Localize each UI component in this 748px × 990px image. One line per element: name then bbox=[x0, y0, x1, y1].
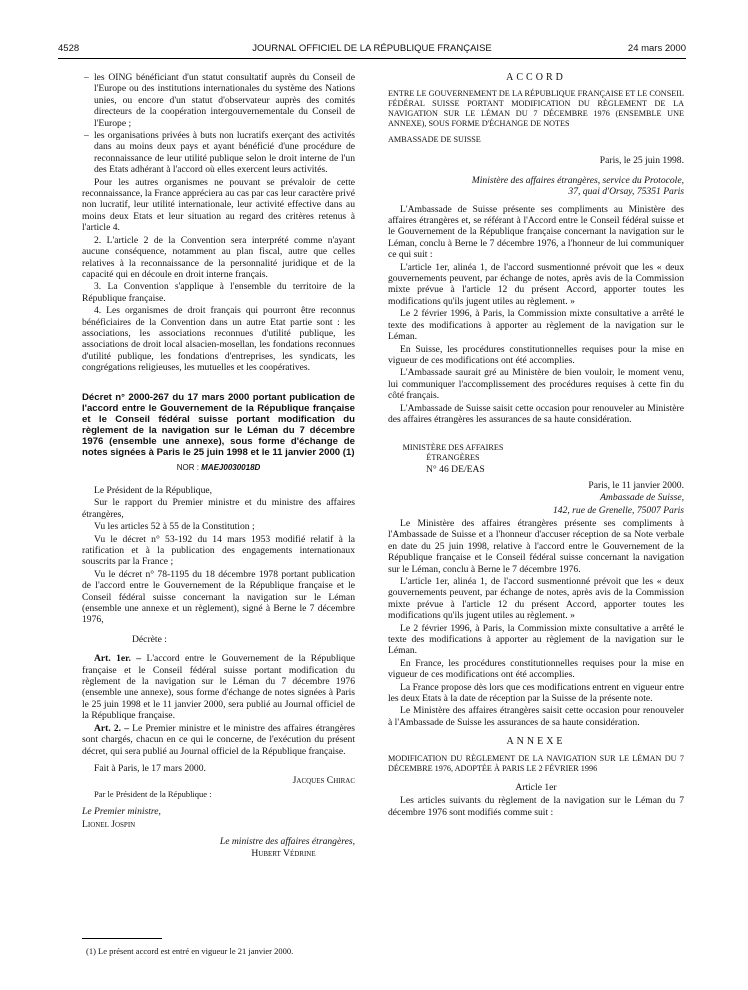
note2-date: Paris, le 11 janvier 2000. bbox=[588, 479, 684, 491]
footnote: (1) Le présent accord est entré en vigueur le 21 janvier 2000. bbox=[86, 946, 294, 956]
article-1 bbox=[82, 653, 355, 721]
article-1-heading: Article 1er bbox=[515, 781, 557, 793]
signature-vedrine: Hubert Védrine bbox=[251, 848, 316, 860]
article-1-label: Art. 1er. – bbox=[94, 653, 142, 665]
paragraph: Le Ministère des affaires étrangères saisit cette occasion pour renouveler à l'Ambassade de Suisse les assurances de sa haute considération. bbox=[388, 705, 684, 728]
accord-heading: ACCORD bbox=[506, 72, 566, 83]
decrete: Décrète : bbox=[132, 633, 167, 645]
nor-code: MAEJ0030018D bbox=[201, 462, 261, 472]
bullet-oing: – les OING bénéficiant d'un statut consultatif auprès du Conseil de l'Europe ou des institutions internationales du système des Nations unies, ou encore d'un statut d'observateur auprès des comités directeurs de la coopération intergouvernementale du Conseil de l'Europe ; bbox=[82, 72, 355, 129]
paragraph: L'article 1er, alinéa 1, de l'accord susmentionné prévoit que les « deux gouvernements peuvent, par échange de notes, après avis de la Commission mixte prévue à l'article 12 du présent Accord, apporter toutes les modifications qu'ils jugent utiles au règlement. » bbox=[388, 261, 684, 307]
article-2-text: Le Premier ministre et le ministre des affaires étrangères sont chargés, chacun en ce qui le concerne, de l'exécution du présent décret, qui sera publié au Journal officiel de la République française. bbox=[82, 722, 355, 757]
paragraph: Les articles suivants du règlement de la navigation sur le Léman du 7 décembre 1976 sont modifiés comme suit : bbox=[388, 795, 684, 818]
article-2-label: Art. 2. – bbox=[94, 722, 129, 734]
article-1-text: L'accord entre le Gouvernement de la République française et le Conseil fédéral suisse portant modification du règlement de la navigation sur le Léman du 7 décembre 1976 (ensemble une annexe), sous forme d'échange de notes signées à Paris le 25 juin 1998 et le 11 janvier 2000, sera publié au Journal officiel de la République française. bbox=[82, 653, 356, 722]
annexe-subtitle: MODIFICATION DU RÈGLEMENT DE LA NAVIGATION SUR LE LÉMAN DU 7 DÉCEMBRE 1976, ADOPTÉE À PARIS LE 2 FÉVRIER 1996 bbox=[388, 753, 684, 773]
paragraph: Pour les autres organismes ne pouvant se prévaloir de cette reconnaissance, la France appréciera au cas par cas leur caractère privé non lucratif, leur utilité internationale, leur activité effective dans au moins deux Etats et leur situation au regard des critères retenus à l'article 4. bbox=[82, 176, 355, 234]
signature-chirac: Jacques Chirac bbox=[292, 775, 355, 787]
page-header bbox=[58, 43, 686, 57]
paragraph: Le 2 février 1996, à Paris, la Commission mixte consultative a arrêté le texte des modifications à apporter au règlement de la navigation sur le Léman. bbox=[388, 622, 684, 657]
note1-date: Paris, le 25 juin 1998. bbox=[599, 155, 684, 167]
paragraph: Vu le décret n° 53-192 du 14 mars 1953 modifié relatif à la ratification et à la publication des engagements internationaux souscrits par la France ; bbox=[82, 533, 355, 568]
paragraph: Vu le décret n° 78-1195 du 18 décembre 1978 portant publication de l'accord entre le Gouvernement de la République française et le Conseil fédéral suisse concernant la navigation sur le Léman (ensemble une annexe et un règlement), signé à Berne le 7 décembre 1976, bbox=[82, 568, 355, 626]
paragraph: En France, les procédures constitutionnelles requises pour la mise en vigueur de ces modifications ont été accomplies. bbox=[388, 657, 684, 681]
paragraph: Le Ministère des affaires étrangères présente ses compliments à l'Ambassade de Suisse et a l'honneur d'accuser réception de sa Note verbale en date du 25 juin 1998, relative à l'accord entre le Gouvernement de la République française et le Conseil fédéral suisse concernant la navigation sur le Léman, conclu à Berne le 7 décembre 1976. bbox=[388, 517, 684, 575]
paragraph: L'article 1er, alinéa 1, de l'accord susmentionné prévoit que les « deux gouvernements peuvent, par échange de notes, après avis de la Commission mixte prévue à l'article 12 du présent Accord, apporter toutes les modifications qu'ils jugent utiles au règlement. » bbox=[388, 576, 684, 622]
footnote-rule bbox=[82, 938, 162, 939]
minister-title: Le ministre des affaires étrangères, bbox=[219, 835, 355, 847]
annexe-heading: ANNEXE bbox=[506, 736, 566, 748]
right-column bbox=[388, 72, 684, 819]
paragraph: 2. L'article 2 de la Convention sera interprété comme n'ayant aucune conséquence, notamment au plan fiscal, autre que celles relatives à la reconnaissance de la personnalité juridique et de la capacité qui en découle en droit interne français. bbox=[82, 234, 355, 280]
signature-jospin: Lionel Jospin bbox=[82, 818, 136, 830]
paragraph: Sur le rapport du Premier ministre et du ministre des affaires étrangères, bbox=[82, 497, 355, 520]
note1-address: Ministère des affaires étrangères, service du Protocole, 37, quai d'Orsay, 75351 Paris bbox=[471, 174, 684, 198]
pm-title: Le Premier ministre, bbox=[82, 806, 161, 818]
paragraph: La France propose dès lors que ces modifications entrent en vigueur entre les deux Etats à la date de réception par la Suisse de la présente note. bbox=[388, 681, 684, 705]
issue-date: 24 mars 2000 bbox=[627, 43, 686, 54]
note-number: N° 46 DE/EAS bbox=[426, 464, 485, 476]
ambassade-label: AMBASSADE DE SUISSE bbox=[388, 135, 481, 145]
paragraph: Vu les articles 52 à 55 de la Constitution ; bbox=[94, 521, 255, 533]
paragraph: 3. La Convention s'applique à l'ensemble du territoire de la République française. bbox=[82, 281, 355, 304]
nor-label: NOR : bbox=[176, 462, 199, 472]
par-le-president: Par le Président de la République : bbox=[94, 788, 212, 799]
paragraph: L'Ambassade de Suisse présente ses compliments au Ministère des affaires étrangères et, se référant à l'Accord entre le Conseil fédéral suisse et le Gouvernement de la République française concernant la navigation sur le Léman, conclu à Berne le 7 décembre 1976, a l'honneur de lui communiquer ce qui suit : bbox=[388, 203, 684, 261]
ministere-label: MINISTÈRE DES AFFAIRES ÉTRANGÈRES bbox=[402, 443, 504, 463]
left-column bbox=[82, 72, 355, 861]
bullet-organisations: – les organisations privées à buts non lucratifs exerçant des activités dans au moins deux pays et ayant bénéficié d'une procédure de reconnaissance de leur utilité publique selon le droit interne de l'un des Etats adhérant à l'accord où elles exercent leurs activités. bbox=[82, 130, 355, 176]
fait-a-paris: Fait à Paris, le 17 mars 2000. bbox=[94, 762, 206, 774]
page-number: 4528 bbox=[58, 43, 80, 54]
note2-address-a: Ambassade de Suisse, bbox=[600, 492, 684, 504]
header-rule bbox=[58, 58, 686, 59]
accord-subtitle: ENTRE LE GOUVERNEMENT DE LA RÉPUBLIQUE FRANÇAISE ET LE CONSEIL FÉDÉRAL SUISSE PORTANT MODIFICATION DU RÈGLEMENT DE LA NAVIGATION SUR LE LÉMAN DU 7 DÉCEMBRE 1976 (ENSEMBLE UNE ANNEXE), SOUS FORME D'ÉCHANGE DE NOTES bbox=[388, 89, 684, 129]
paragraph: Le Président de la République, bbox=[94, 484, 213, 496]
paragraph: 4. Les organismes de droit français qui pourront être reconnus bénéficiaires de la Convention dans un autre Etat partie sont : les associations, les associations reconnues d'utilité publique, les associations de droit local alsacien-mosellan, les fondations reconnues d'utilité publique, les fondations d'entreprises, les syndicats, les congrégations religieuses, les mutuelles et les coopératives. bbox=[82, 305, 355, 374]
journal-title: JOURNAL OFFICIEL DE LA RÉPUBLIQUE FRANÇAISE bbox=[252, 43, 492, 54]
note2-address-b: 142, rue de Grenelle, 75007 Paris bbox=[552, 504, 684, 516]
decree-title: Décret n° 2000-267 du 17 mars 2000 portant publication de l'accord entre le Gouvernement de la République française et le Conseil fédéral suisse portant modification du règlement de la navigation sur le Léman du 7 décembre 1976 (ensemble une annexe), sous forme d'échange de notes signées à Paris le 25 juin 1998 et le 11 janvier 2000 (1) bbox=[82, 391, 355, 458]
paragraph: Le 2 février 1996, à Paris, la Commission mixte consultative a arrêté le texte des modifications à apporter au règlement de la navigation sur le Léman. bbox=[388, 308, 684, 343]
paragraph: L'Ambassade saurait gré au Ministère de bien vouloir, le moment venu, lui communiquer l'accomplissement des procédures requises à cette fin du côté français. bbox=[388, 367, 684, 402]
paragraph: L'Ambassade de Suisse saisit cette occasion pour renouveler au Ministère des affaires étrangères les assurances de sa haute considération. bbox=[388, 402, 684, 425]
article-2 bbox=[82, 723, 355, 757]
paragraph: En Suisse, les procédures constitutionnelles requises pour la mise en vigueur de ces modifications ont été accomplies. bbox=[388, 343, 684, 366]
nor-reference bbox=[82, 462, 355, 473]
